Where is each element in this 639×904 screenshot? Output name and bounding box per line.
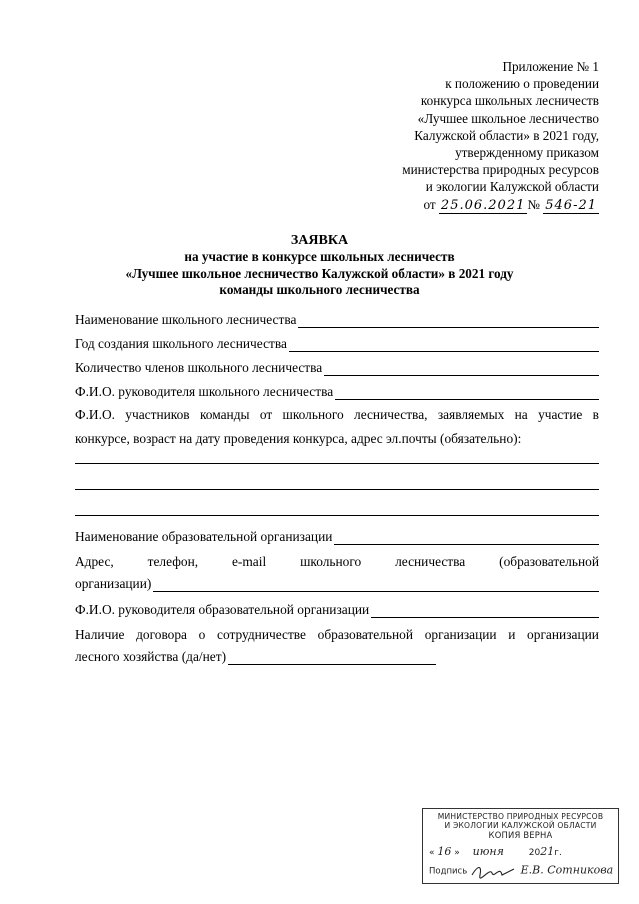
field-label: лесного хозяйства (да/нет)	[75, 649, 227, 664]
field-label: Наименование школьного лесничества	[75, 312, 297, 327]
title-line: на участие в конкурсе школьных лесничеств	[184, 249, 455, 265]
field-label: Количество членов школьного лесничества	[75, 360, 323, 375]
signature-scribble-icon	[470, 863, 518, 879]
title-line: «Лучшее школьное лесничество Калужской области» в 2021 году	[125, 265, 514, 281]
handwritten-number: 546-21	[545, 197, 597, 213]
address-line1	[75, 554, 599, 570]
application-form	[75, 311, 599, 665]
word: организации	[424, 627, 497, 642]
word: в	[592, 407, 599, 422]
word: e-mail	[231, 554, 267, 569]
stamp-date: « 16 » июня 2021г.	[429, 845, 562, 858]
word: на	[514, 407, 528, 422]
stamp-signature	[429, 863, 613, 879]
word: организации	[527, 627, 599, 642]
word: команды	[199, 407, 250, 422]
participants-paragraph-line2: конкурсе, возраст на дату проведения конкурса, адрес эл.почты (обязательно):	[75, 431, 522, 446]
word: (образовательной	[499, 554, 599, 569]
fill-line[interactable]	[289, 339, 599, 352]
field-label: Ф.И.О. руководителя школьного лесничества	[75, 384, 334, 399]
stamp-line: МИНИСТЕРСТВО ПРИРОДНЫХ РЕСУРСОВ	[437, 812, 604, 821]
field-label: Наименование образовательной организации	[75, 529, 333, 544]
field-creation-year[interactable]	[75, 335, 599, 352]
appendix-line: утвержденному приказом	[455, 145, 599, 161]
field-address[interactable]	[75, 575, 599, 592]
appendix-line: и экологии Калужской области	[425, 179, 599, 195]
signature-label: Подпись	[429, 866, 468, 877]
title-heading: ЗАЯВКА	[290, 233, 349, 248]
number-label: №	[527, 196, 540, 212]
field-label: Год создания школьного лесничества	[75, 336, 287, 351]
fill-line[interactable]	[334, 532, 599, 545]
stamp-month: июня	[472, 845, 504, 858]
appendix-line: министерства природных ресурсов	[402, 162, 599, 178]
appendix-line: «Лучшее школьное лесничество	[417, 110, 599, 126]
word: сотрудничестве	[217, 627, 306, 642]
word: Наличие	[75, 627, 125, 642]
contract-line1	[75, 627, 599, 643]
word: лесничества,	[354, 407, 428, 422]
appendix-line: конкурса школьных лесничеств	[420, 93, 599, 109]
fill-line[interactable]	[298, 315, 599, 328]
field-label: организации)	[75, 576, 152, 591]
appendix-block	[359, 58, 599, 214]
word: лесничества	[395, 554, 466, 569]
participants-blank-line-1[interactable]	[75, 462, 599, 464]
handwritten-date: 25.06.2021	[440, 197, 526, 213]
field-org-head-name[interactable]	[75, 601, 599, 618]
title-line: команды школьного лесничества	[219, 282, 420, 298]
word: участников	[125, 407, 190, 422]
from-label: от	[423, 196, 436, 212]
word: о	[198, 627, 206, 642]
fill-line[interactable]	[371, 605, 599, 618]
stamp-line: И ЭКОЛОГИИ КАЛУЖСКОЙ ОБЛАСТИ	[444, 821, 597, 830]
word: от	[259, 407, 273, 422]
fill-line[interactable]	[153, 579, 599, 592]
certification-stamp	[422, 808, 619, 884]
field-org-name[interactable]	[75, 528, 599, 545]
order-date-number	[359, 196, 599, 214]
word: школьного	[300, 554, 362, 569]
fill-line[interactable]	[335, 387, 599, 400]
word: Ф.И.О.	[75, 407, 115, 422]
field-head-name[interactable]	[75, 383, 599, 400]
participants-blank-line-2[interactable]	[75, 488, 599, 490]
field-members-count[interactable]	[75, 359, 599, 376]
stamp-year-suffix: г.	[554, 848, 562, 858]
appendix-line: к положению о проведении	[445, 76, 599, 92]
word: заявляемых	[437, 407, 505, 422]
participants-paragraph-line1	[75, 407, 599, 423]
appendix-line: Приложение № 1	[502, 59, 599, 74]
word: участие	[538, 407, 583, 422]
word: и	[508, 627, 516, 642]
stamp-year-prefix: 20	[528, 848, 541, 858]
field-lesnichestvo-name[interactable]	[75, 311, 599, 328]
field-label: Ф.И.О. руководителя образовательной организации	[75, 602, 370, 617]
word: Адрес,	[75, 554, 114, 569]
signature-name: Е.В. Сотникова	[520, 863, 614, 877]
fill-line[interactable]	[228, 652, 436, 665]
word: договора	[136, 627, 188, 642]
document-title	[0, 233, 639, 299]
word: школьного	[282, 407, 344, 422]
stamp-copy-verified: КОПИЯ ВЕРНА	[488, 830, 553, 840]
stamp-day: 16	[437, 845, 452, 858]
field-contract[interactable]	[75, 648, 599, 665]
stamp-year: 21	[540, 845, 555, 858]
appendix-line: Калужской области» в 2021 году,	[414, 127, 599, 143]
fill-line[interactable]	[324, 363, 599, 376]
word: образовательной	[317, 627, 414, 642]
participants-blank-line-3[interactable]	[75, 514, 599, 516]
word: телефон,	[147, 554, 199, 569]
